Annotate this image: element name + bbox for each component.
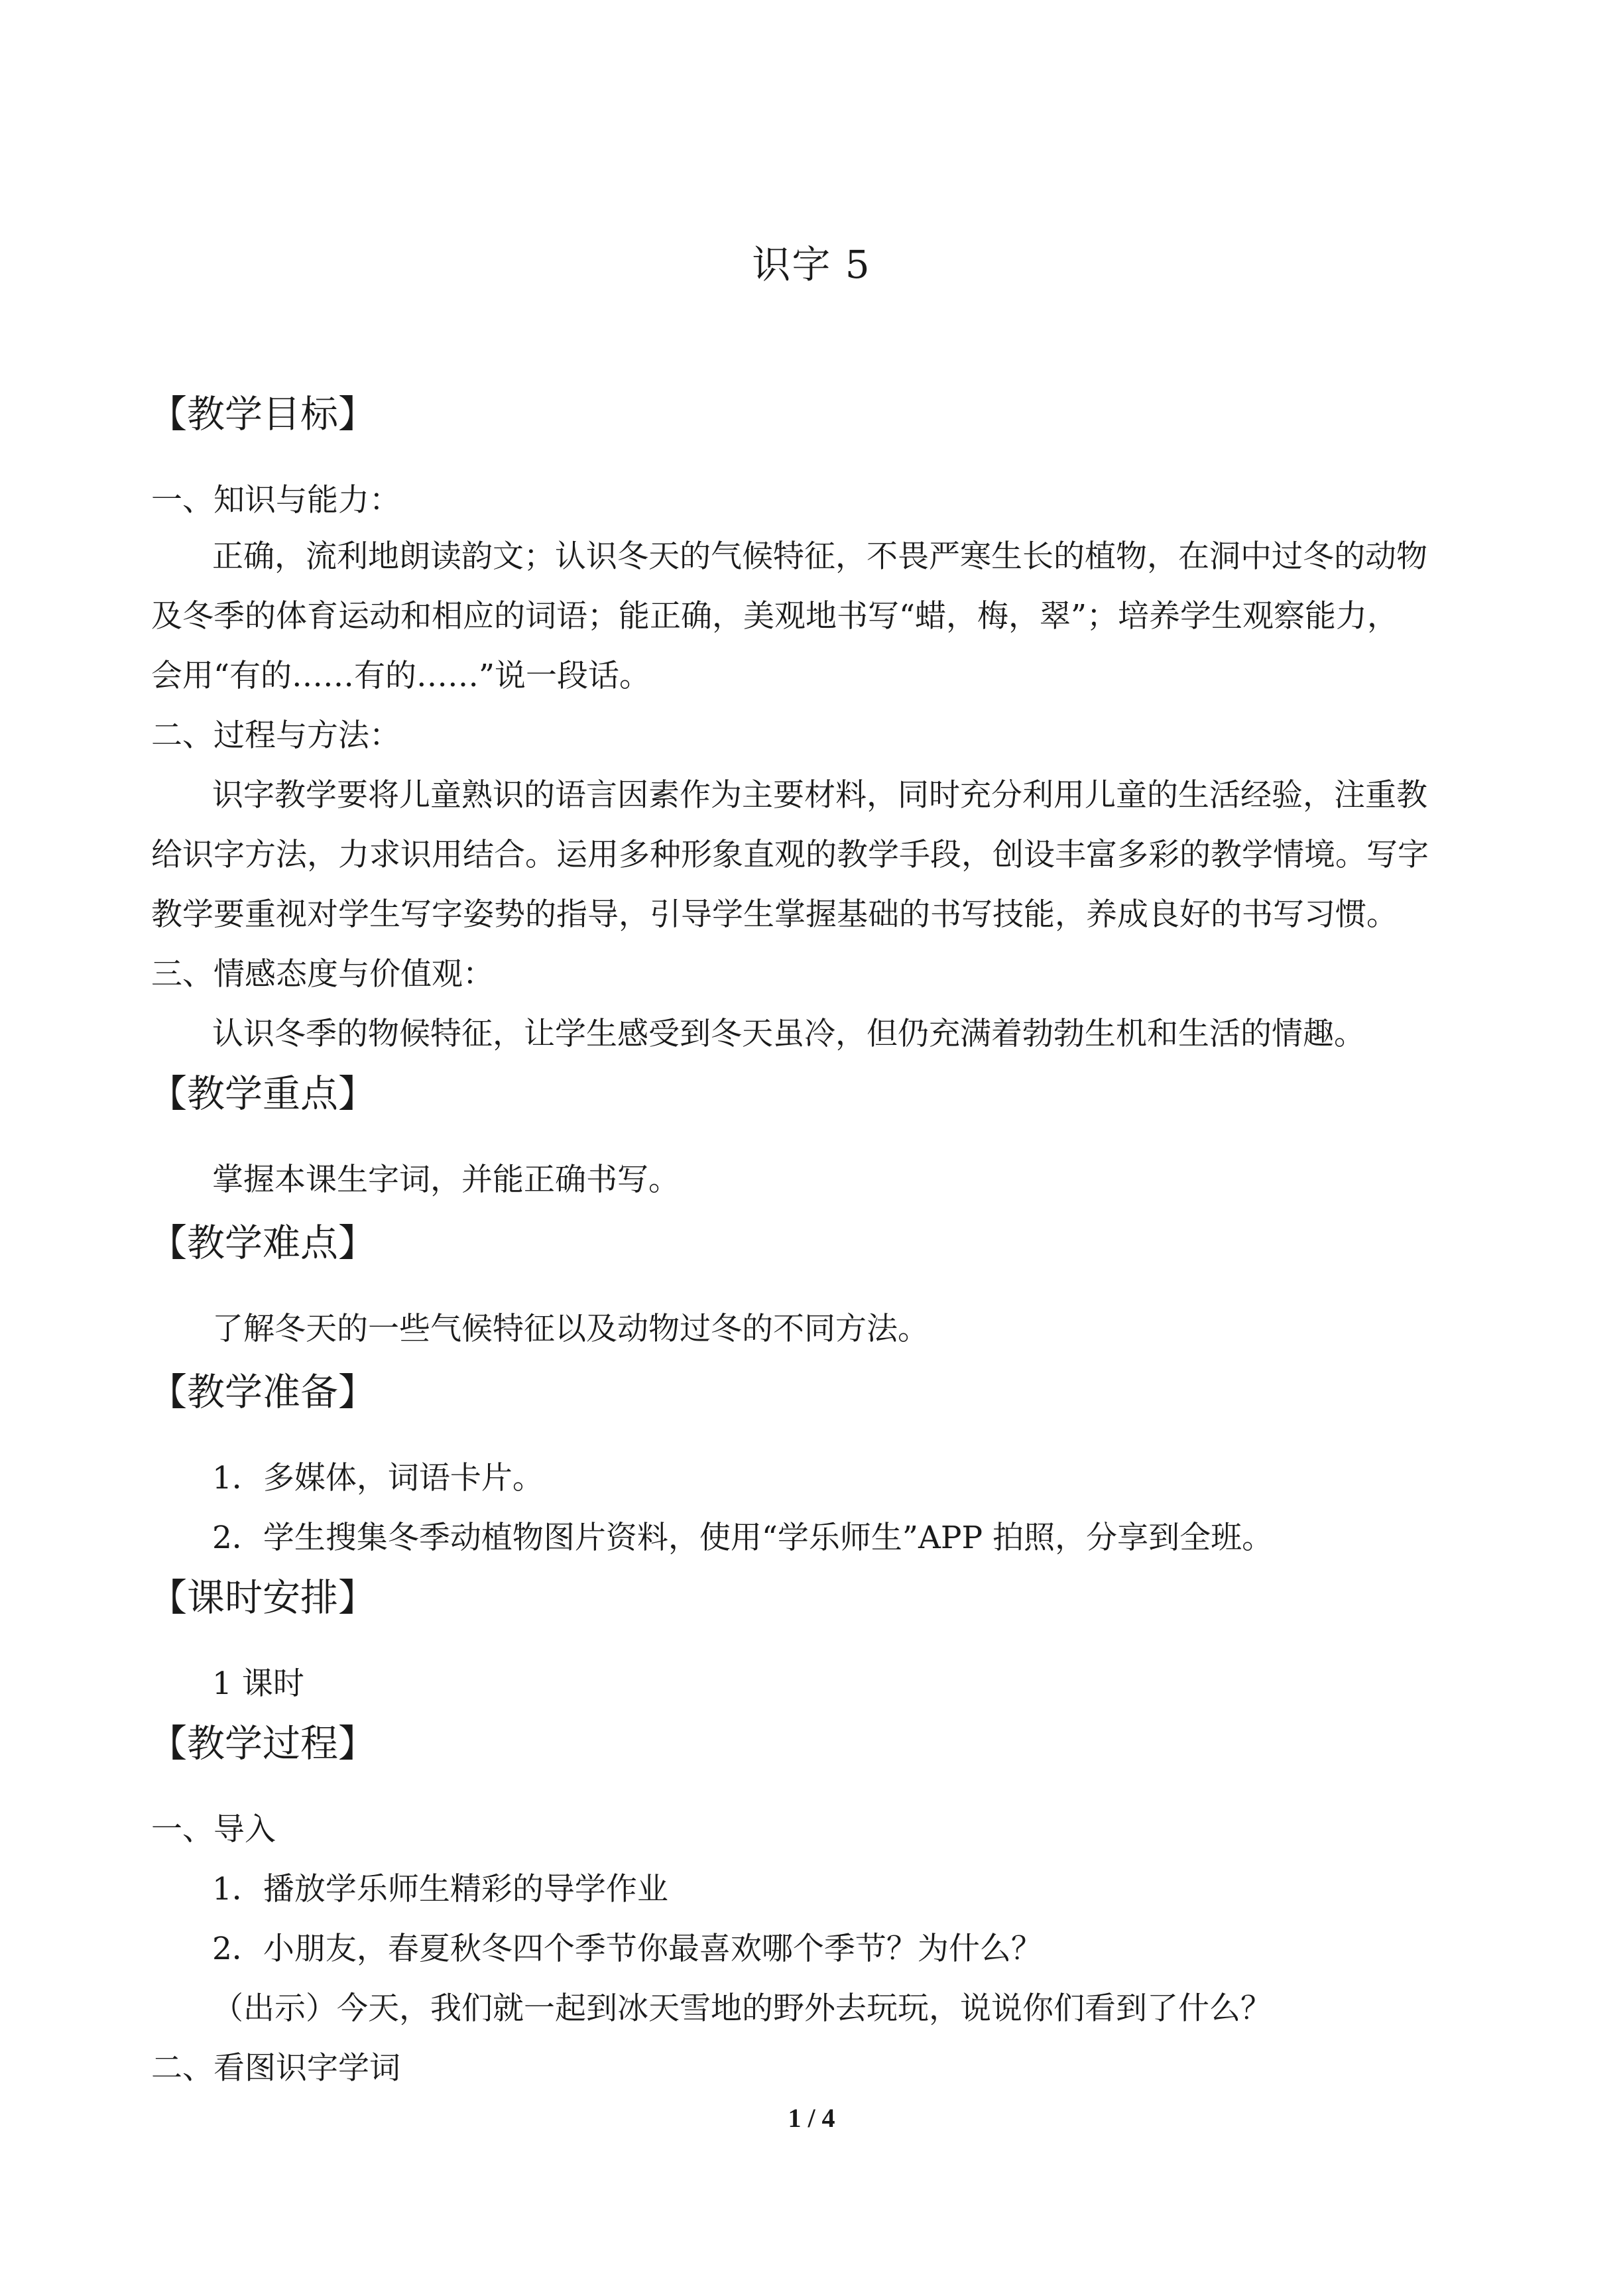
key-points-text: 掌握本课生字词，并能正确书写。 xyxy=(212,1162,680,1198)
difficulties-text: 了解冬天的一些气候特征以及动物过冬的不同方法。 xyxy=(212,1311,929,1347)
intro-item: 1．播放学乐师生精彩的导学作业 xyxy=(212,1871,668,1907)
process-method-line: 教学要重视对学生写字姿势的指导，引导学生掌握基础的书写技能，养成良好的书写习惯。 xyxy=(151,896,1398,933)
process-method-line: 给识字方法，力求识用结合。运用多种形象直观的教学手段，创设丰富多彩的教学情境。写字 xyxy=(151,837,1429,873)
page-number: 1 / 4 xyxy=(788,2103,835,2133)
intro-item: （出示）今天，我们就一起到冰天雪地的野外去玩玩，说说你们看到了什么？ xyxy=(212,1990,1272,2027)
intro-item: 2．小朋友，春夏秋冬四个季节你最喜欢哪个季节？为什么？ xyxy=(212,1931,1042,1967)
knowledge-line: 及冬季的体育运动和相应的词语；能正确，美观地书写“蜡，梅，翠”；培养学生观察能力， xyxy=(151,598,1399,634)
knowledge-heading: 一、知识与能力： xyxy=(151,482,400,518)
values-heading: 三、情感态度与价值观： xyxy=(151,956,494,993)
objectives-heading: 【教学目标】 xyxy=(149,393,376,436)
key-points-heading: 【教学重点】 xyxy=(149,1072,376,1116)
knowledge-line: 会用“有的……有的……”说一段话。 xyxy=(151,658,651,694)
process-method-line: 识字教学要将儿童熟识的语言因素作为主要材料，同时充分利用儿童的生活经验，注重教 xyxy=(212,777,1427,814)
preparation-item: 1．多媒体，词语卡片。 xyxy=(212,1460,544,1496)
knowledge-line: 正确，流利地朗读韵文；认识冬天的气候特征，不畏严寒生长的植物，在洞中过冬的动物 xyxy=(212,538,1427,575)
preparation-item: 2．学生搜集冬季动植物图片资料，使用“学乐师生”APP 拍照，分享到全班。 xyxy=(212,1520,1274,1556)
difficulties-heading: 【教学难点】 xyxy=(149,1221,376,1265)
intro-heading: 一、导入 xyxy=(151,1811,276,1848)
document-title: 识字 5 xyxy=(752,241,871,287)
preparation-heading: 【教学准备】 xyxy=(149,1370,376,1414)
next-section-heading: 二、看图识字学词 xyxy=(151,2050,400,2086)
values-line: 认识冬季的物候特征，让学生感受到冬天虽冷，但仍充满着勃勃生机和生活的情趣。 xyxy=(212,1016,1365,1052)
process-method-heading: 二、过程与方法： xyxy=(151,717,400,754)
schedule-heading: 【课时安排】 xyxy=(149,1576,376,1620)
schedule-text: 1 课时 xyxy=(212,1665,304,1702)
process-heading: 【教学过程】 xyxy=(149,1722,376,1766)
